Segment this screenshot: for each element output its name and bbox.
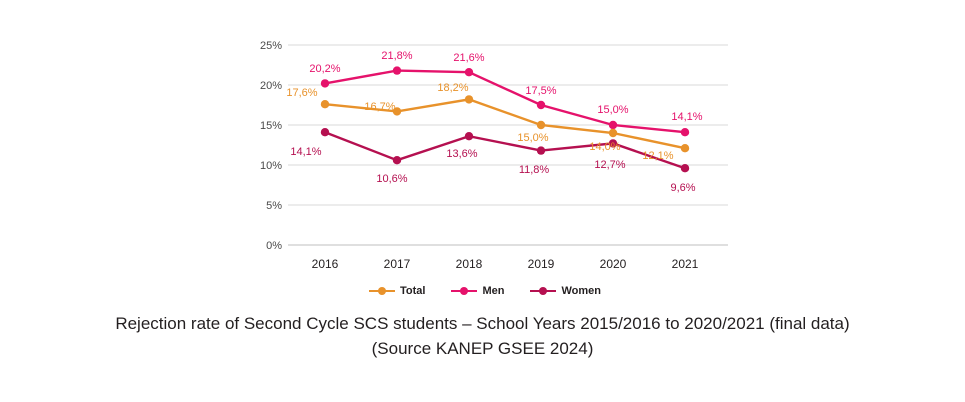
data-label: 9,6% — [670, 182, 696, 194]
y-tick-label: 5% — [266, 200, 282, 212]
caption-line-1: Rejection rate of Second Cycle SCS students – School Years 2015/2016 to 2020/2021 (final data) — [115, 314, 850, 333]
chart-caption — [60, 312, 905, 361]
y-tick-label: 10% — [259, 160, 282, 172]
data-label: 14,1% — [671, 111, 703, 123]
data-label: 16,7% — [364, 101, 396, 113]
data-label: 20,2% — [309, 63, 341, 75]
data-label: 21,8% — [381, 50, 413, 62]
x-tick-label: 2017 — [383, 257, 411, 271]
data-label: 15,0% — [517, 132, 549, 144]
data-label: 18,2% — [437, 82, 469, 94]
legend-item-men[interactable] — [451, 285, 504, 297]
data-labels-women — [290, 146, 695, 194]
legend-label-total: Total — [400, 285, 426, 297]
data-label: 12,7% — [594, 159, 626, 171]
x-tick-label: 2016 — [311, 257, 339, 271]
series-women — [321, 128, 689, 172]
line-chart-svg — [240, 28, 730, 298]
data-label: 10,6% — [376, 173, 408, 185]
data-label: 13,6% — [446, 148, 478, 160]
legend-marker-women-icon — [530, 285, 556, 297]
data-label: 14,1% — [290, 146, 322, 158]
chart-plot-area — [240, 28, 730, 298]
x-axis-ticks — [312, 257, 699, 271]
data-label: 21,6% — [453, 52, 485, 64]
y-tick-label: 0% — [266, 240, 282, 252]
y-tick-label: 15% — [259, 120, 282, 132]
data-label: 17,6% — [286, 87, 318, 99]
data-label: 12,1% — [642, 150, 674, 162]
legend-label-women: Women — [561, 285, 601, 297]
legend-item-women[interactable] — [530, 285, 601, 297]
legend-item-total[interactable] — [369, 285, 425, 297]
legend-marker-men-icon — [451, 285, 477, 297]
data-label: 15,0% — [597, 104, 629, 116]
y-tick-label: 20% — [259, 80, 282, 92]
y-tick-label: 25% — [259, 40, 282, 52]
legend-marker-total-icon — [369, 285, 395, 297]
x-tick-label: 2019 — [527, 257, 555, 271]
data-label: 17,5% — [525, 85, 557, 97]
data-label: 14,0% — [589, 141, 621, 153]
y-axis-ticks — [260, 40, 282, 252]
legend-label-men: Men — [482, 285, 505, 297]
x-tick-label: 2020 — [599, 257, 627, 271]
x-tick-label: 2021 — [671, 257, 699, 271]
caption-line-2: (Source KANEP GSEE 2024) — [371, 338, 594, 358]
x-tick-label: 2018 — [455, 257, 483, 271]
chart-legend — [240, 278, 730, 304]
data-label: 11,8% — [518, 164, 550, 176]
